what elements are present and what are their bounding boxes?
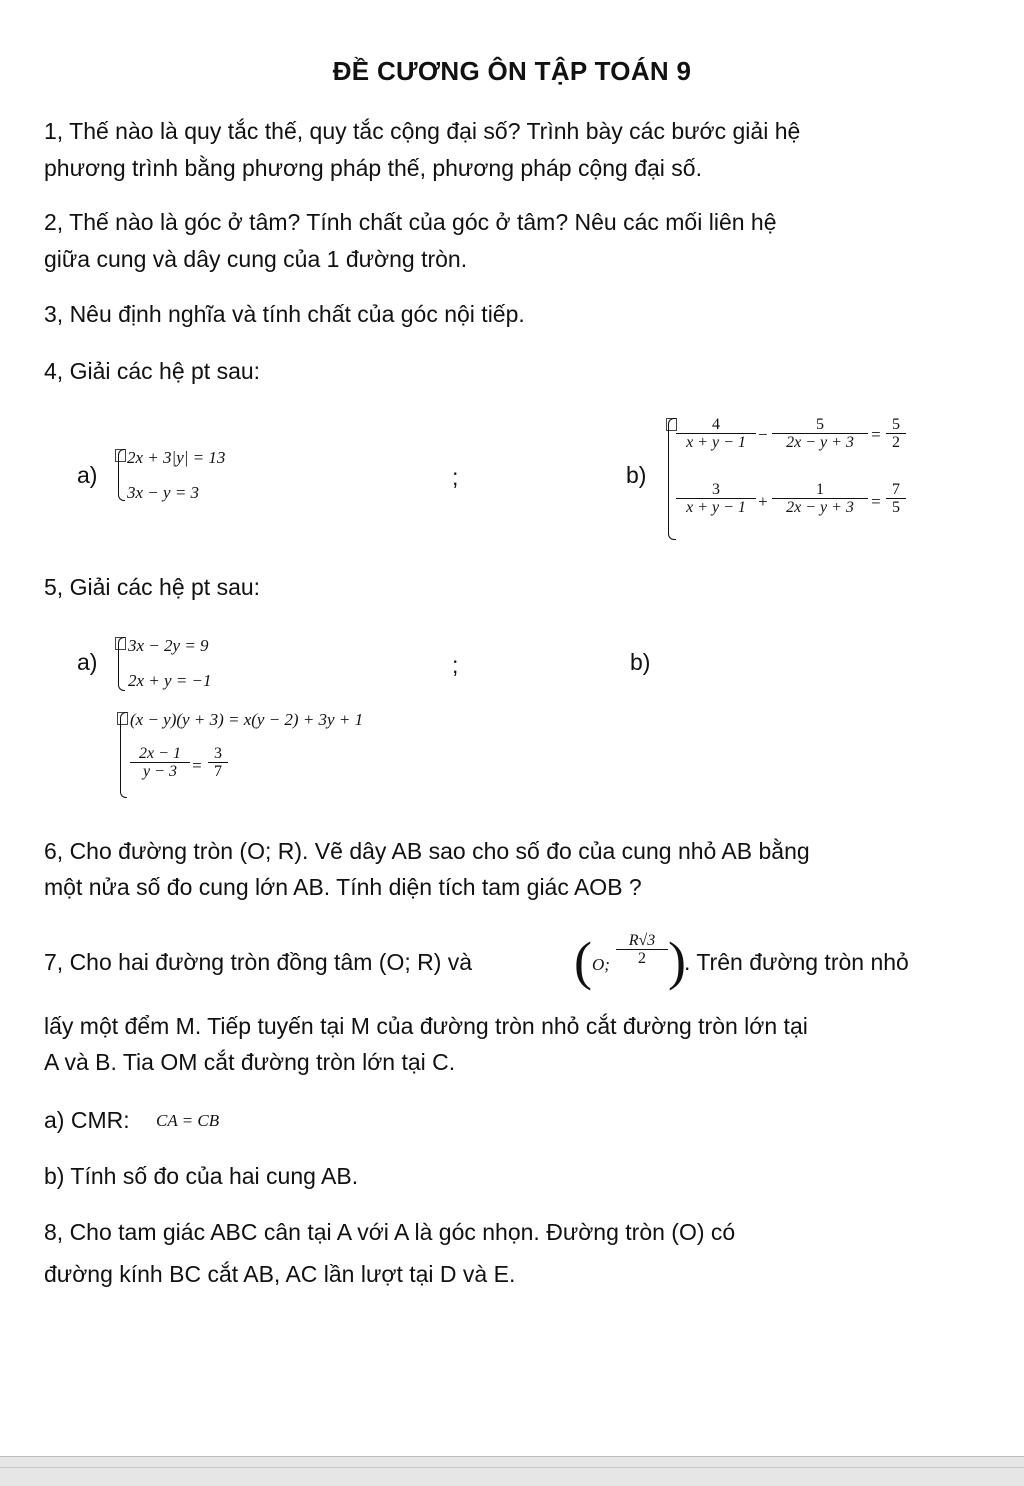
q4-part-b-label: b) xyxy=(626,462,647,488)
q5-separator: ; xyxy=(452,652,459,678)
q7-circle-center: O; xyxy=(592,955,610,974)
question-8-line-1: 8, Cho tam giác ABC cân tại A với A là góc nhọn. Đường tròn (O) có xyxy=(44,1219,736,1245)
q4-separator: ; xyxy=(452,464,459,490)
q4-b-eq1-operator: − xyxy=(757,425,769,444)
question-2-line-1: 2, Thế nào là góc ở tâm? Tính chất của góc ở tâm? Nêu các mối liên hệ xyxy=(44,209,777,235)
question-3-line-1: 3, Nêu định nghĩa và tính chất của góc nội tiếp. xyxy=(44,301,525,327)
question-1-line-2: phương trình bằng phương pháp thế, phương pháp cộng đại số. xyxy=(44,155,702,181)
question-7-part-b: b) Tính số đo của hai cung AB. xyxy=(44,1163,359,1189)
question-1-line-1: 1, Thế nào là quy tắc thế, quy tắc cộng đại số? Trình bày các bước giải hệ xyxy=(44,118,801,144)
q5-b-eq2-result: $\frac{3}{7}$ xyxy=(208,745,228,780)
question-7-part-a-math: CA = CB xyxy=(156,1111,220,1130)
q4-b-eq2-result: $\frac{7}{5}$ xyxy=(886,481,906,516)
q4-b-eq1-result: $\frac{5}{2}$ xyxy=(886,416,906,451)
system-brace-icon xyxy=(120,712,127,798)
question-6-line-1: 6, Cho đường tròn (O; R). Vẽ dây AB sao cho số đo của cung nhỏ AB bằng xyxy=(44,838,810,864)
page-divider xyxy=(0,1467,1024,1468)
q4-b-eq1-fraction-2: $\frac{5}{2x - y + 3}$ xyxy=(772,416,868,451)
system-brace-icon xyxy=(668,418,676,540)
question-7-line-3: A và B. Tia OM cắt đường tròn lớn tại C. xyxy=(44,1049,456,1075)
question-5-heading: 5, Giải các hệ pt sau: xyxy=(44,574,261,600)
q4-b-eq1-fraction-1: $\frac{4}{x + y - 1}$ xyxy=(676,416,756,451)
page-title: ĐỀ CƯƠNG ÔN TẬP TOÁN 9 xyxy=(332,56,692,86)
question-6-line-2: một nửa số đo cung lớn AB. Tính diện tích tam giác AOB ? xyxy=(44,874,642,900)
q4-b-eq2-fraction-1: $\frac{3}{x + y - 1}$ xyxy=(676,481,756,516)
question-4-heading: 4, Giải các hệ pt sau: xyxy=(44,358,261,384)
left-paren-icon: ( xyxy=(574,931,592,991)
q4-part-a-label: a) xyxy=(77,462,98,488)
question-7-line-1-start: 7, Cho hai đường tròn đồng tâm (O; R) và xyxy=(44,949,473,975)
question-7-line-2: lấy một đểm M. Tiếp tuyến tại M của đường tròn nhỏ cắt đường tròn lớn tại xyxy=(44,1013,808,1039)
q4-b-eq2-operator: + xyxy=(757,492,769,511)
q5-b-eq2-fraction: $\frac{2x - 1}{y - 3}$ xyxy=(130,745,190,780)
question-8-line-2: đường kính BC cắt AB, AC lần lượt tại D và E. xyxy=(44,1261,516,1287)
q4-b-eq2-equals: = xyxy=(870,492,882,511)
system-brace-icon xyxy=(118,637,125,691)
q4-a-equation-2: 3x − y = 3 xyxy=(127,483,200,502)
question-2-line-2: giữa cung và dây cung của 1 đường tròn. xyxy=(44,246,468,272)
q7-radius-fraction: $\frac{R√3}{2}$ xyxy=(614,932,670,967)
q5-a-equation-1: 3x − 2y = 9 xyxy=(128,636,209,655)
q5-b-equation-1: (x − y)(y + 3) = x(y − 2) + 3y + 1 xyxy=(130,710,364,729)
q5-b-eq2-equals: = xyxy=(191,756,203,775)
question-7-line-1-end: . Trên đường tròn nhỏ xyxy=(684,949,909,975)
q5-part-b-label: b) xyxy=(630,649,651,675)
page-bottom-edge xyxy=(0,1456,1024,1486)
q4-b-eq1-equals: = xyxy=(870,425,882,444)
system-brace-icon xyxy=(118,449,125,501)
q5-part-a-label: a) xyxy=(77,649,98,675)
q4-a-equation-1: 2x + 3|y| = 13 xyxy=(127,448,226,467)
right-paren-icon: ) xyxy=(668,931,686,991)
q5-a-equation-2: 2x + y = −1 xyxy=(128,671,212,690)
q4-b-eq2-fraction-2: $\frac{1}{2x - y + 3}$ xyxy=(772,481,868,516)
question-7-part-a-label: a) CMR: xyxy=(44,1107,130,1133)
